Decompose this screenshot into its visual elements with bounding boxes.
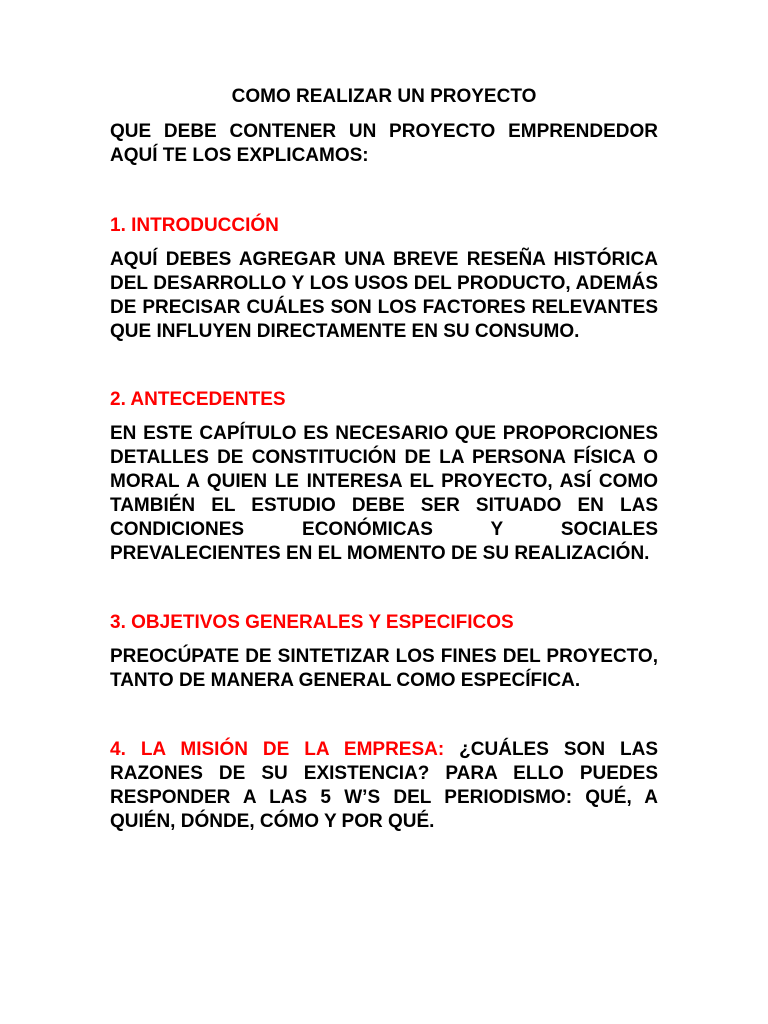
section-body-mision: ¿CUÁLES SON LAS RAZONES DE SU EXISTENCIA? PARA ELLO PUEDES RESPONDER A LAS 5 W’S DEL PERIODISMO: QUÉ, A QUIÉN, DÓNDE, CÓMO Y POR QUÉ. [110, 739, 659, 832]
document-title: COMO REALIZAR UN PROYECTO [231, 86, 537, 107]
section-body-objetivos: PREOCÚPATE DE SINTETIZAR LOS FINES DEL PROYECTO, TANTO DE MANERA GENERAL COMO ESPECÍFICA. [110, 646, 658, 691]
section-heading-objetivos: 3. OBJETIVOS GENERALES Y ESPECIFICOS [110, 612, 514, 633]
section-body-introduccion: AQUÍ DEBES AGREGAR UNA BREVE RESEÑA HISTÓRICA DEL DESARROLLO Y LOS USOS DEL PRODUCTO, ADEMÁS DE PRECISAR CUÁLES SON LOS FACTORES RELEVANTES QUE INFLUYEN DIRECTAMENTE EN SU CONSUMO. [110, 249, 658, 342]
section-mision-paragraph [110, 738, 658, 834]
intro-paragraph: QUE DEBE CONTENER UN PROYECTO EMPRENDEDOR AQUÍ TE LOS EXPLICAMOS: [110, 121, 658, 166]
section-heading-mision: 4. LA MISIÓN DE LA EMPRESA: [110, 739, 445, 760]
section-heading-introduccion: 1. INTRODUCCIÓN [110, 215, 279, 236]
section-body-antecedentes: EN ESTE CAPÍTULO ES NECESARIO QUE PROPORCIONES DETALLES DE CONSTITUCIÓN DE LA PERSONA FÍSICA O MORAL A QUIEN LE INTERESA EL PROYECTO, ASÍ COMO TAMBIÉN EL ESTUDIO DEBE SER SITUADO EN LAS CONDICIONES ECONÓMICAS Y SOCIALES PREVALECIENTES EN EL MOMENTO DE SU REALIZACIÓN. [110, 423, 658, 564]
section-heading-antecedentes: 2. ANTECEDENTES [110, 389, 286, 410]
document-page [110, 85, 658, 834]
